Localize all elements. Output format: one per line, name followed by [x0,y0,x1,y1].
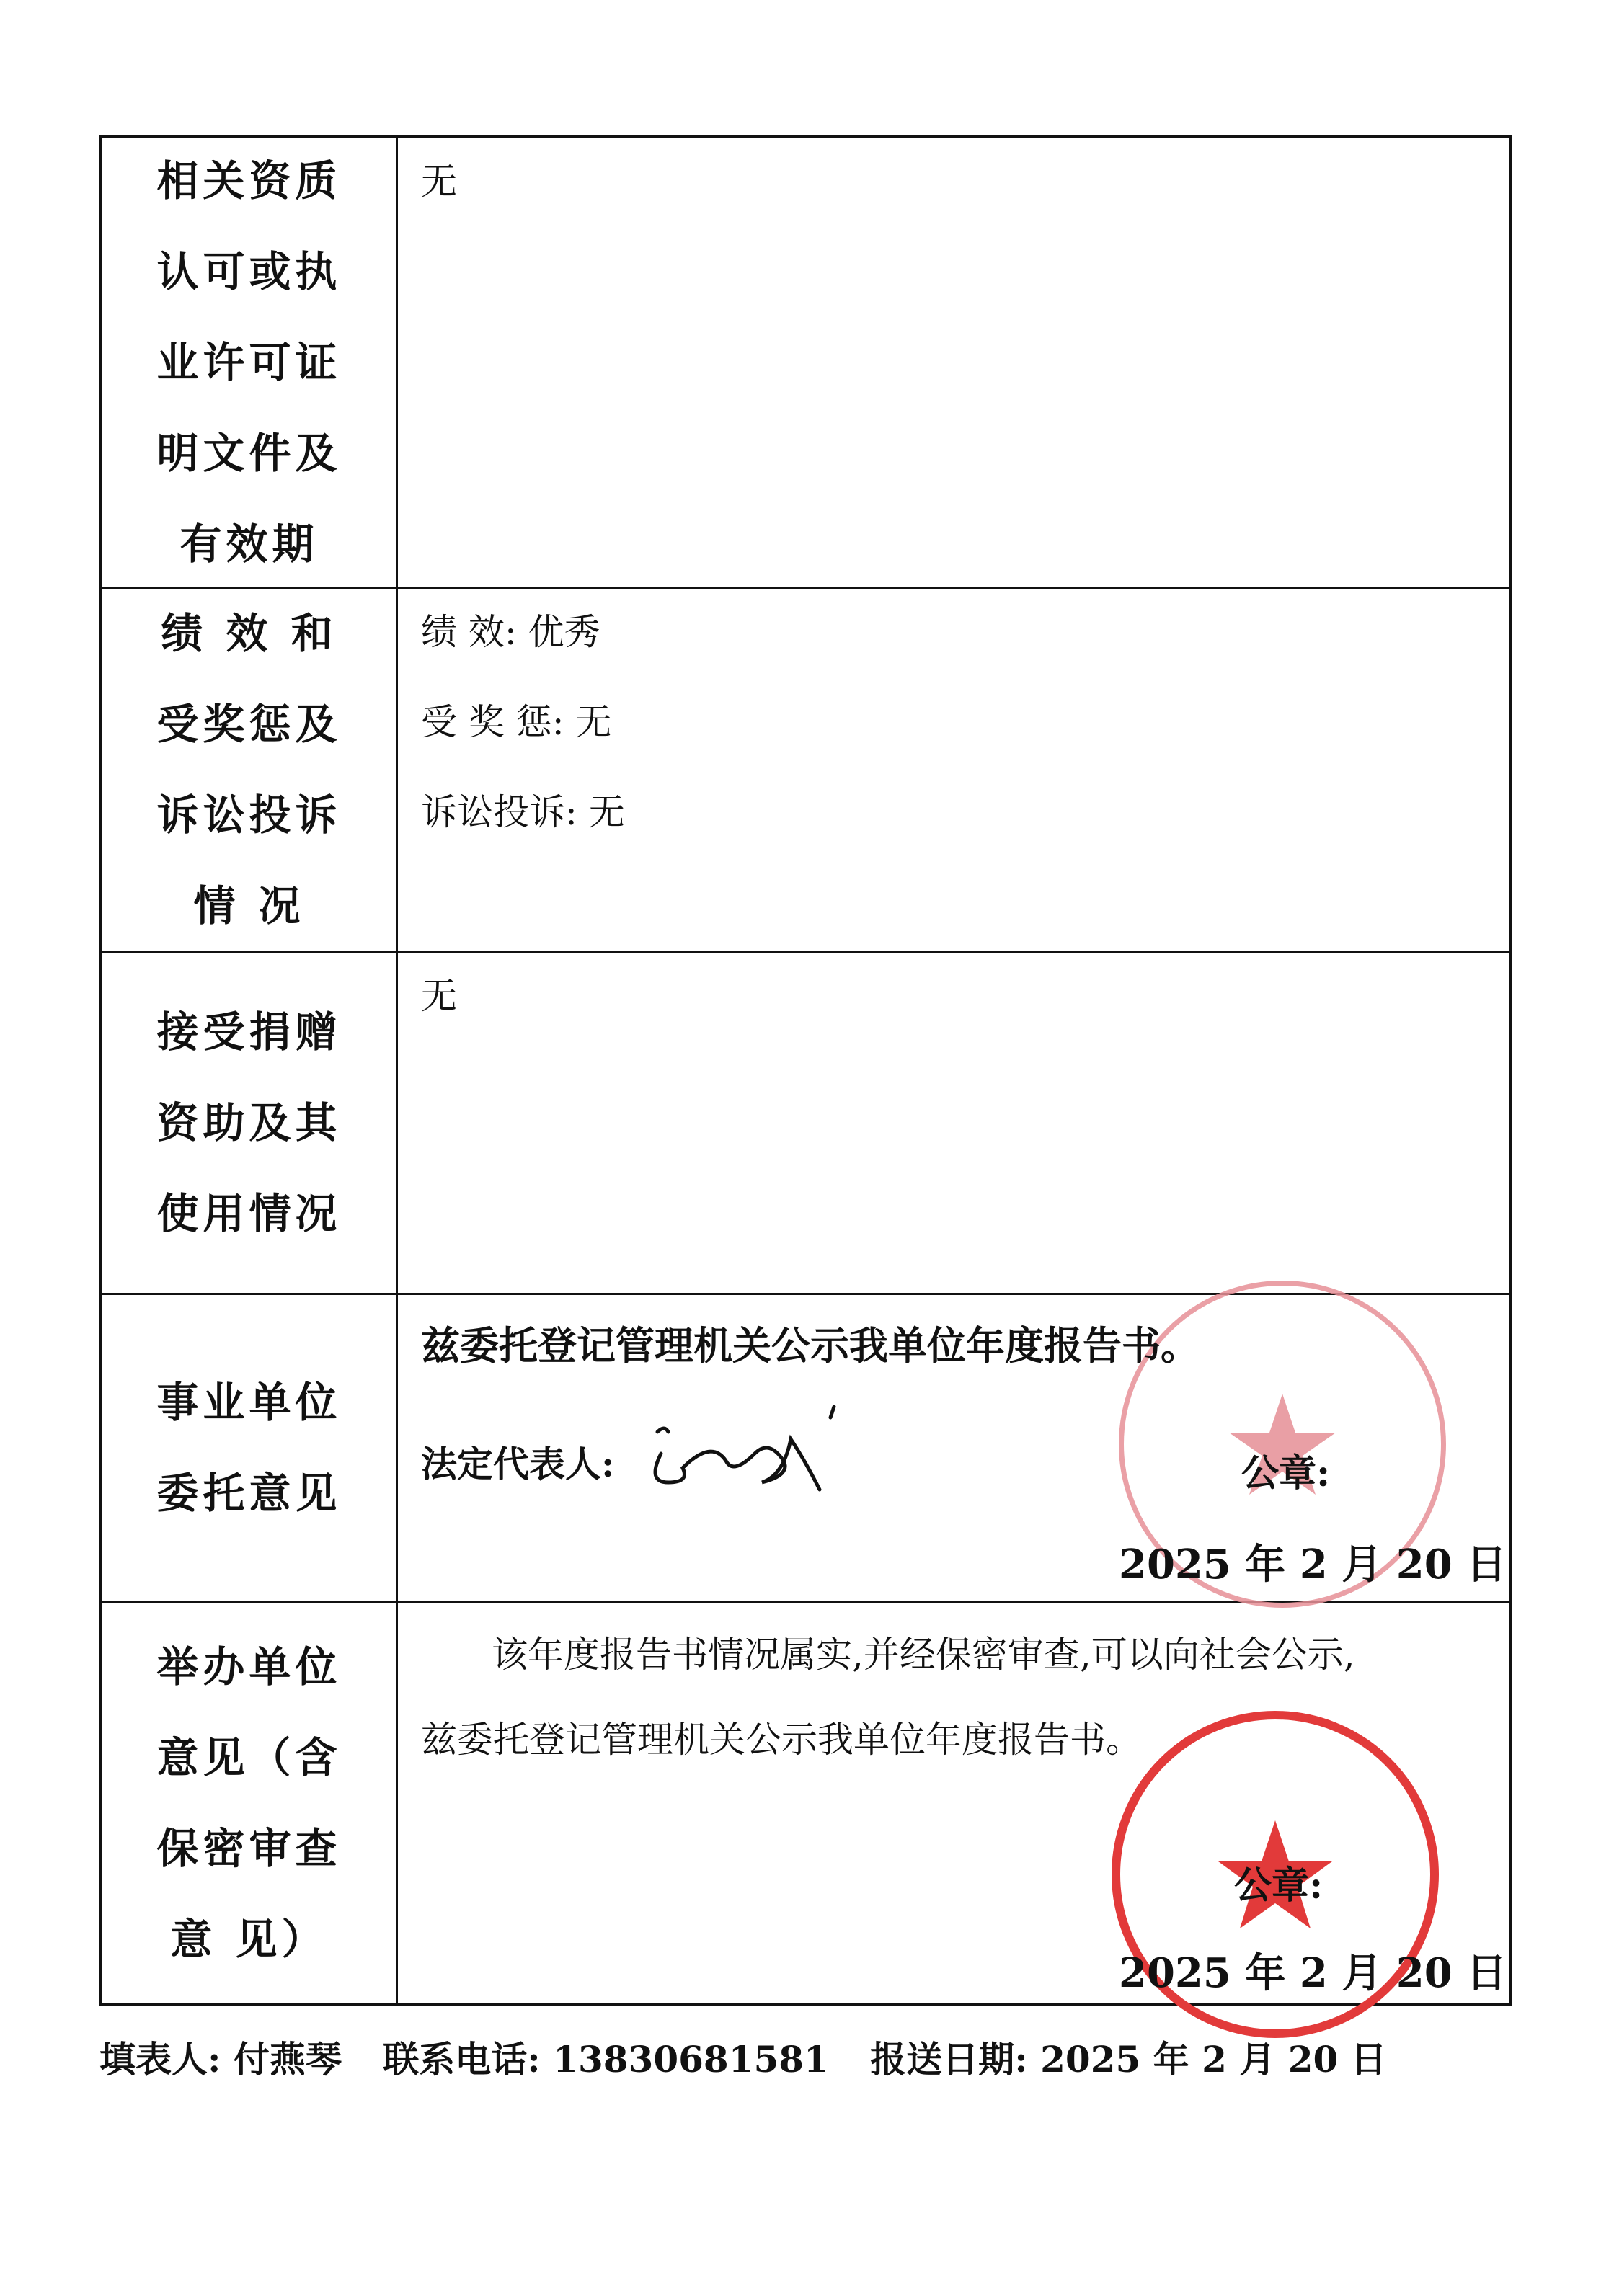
entrust-date: 2025 年 2 月 20 日 [1119,1541,1507,1588]
value-qualification: 无 [421,161,457,203]
label-sponsor: 举办单位 意见（含 保密审查 意 见） [102,1603,398,2003]
sponsor-content [398,1603,1509,2003]
label-performance: 绩 效 和 受奖惩及 诉讼投诉 情 况 [102,589,398,951]
row-entrust [102,1295,1509,1603]
filler: 填表人: 付燕琴 [99,2038,342,2081]
label-donations: 接受捐赠 资助及其 使用情况 [102,953,398,1293]
submit-date: 报送日期: 2025 年 2 月 20 日 [870,2038,1387,2081]
litigation-text: 诉讼投诉: 无 [421,791,625,833]
sponsor-seal-label: 公章: [1234,1864,1323,1908]
performance-text: 绩 效: 优秀 [421,611,600,653]
entrust-seal-label: 公章: [1241,1451,1331,1495]
value-donations: 无 [421,975,457,1017]
awards-text: 受 奖 惩: 无 [421,701,612,743]
entrust-content [398,1295,1509,1601]
row-sponsor [102,1603,1509,2003]
entrust-statement: 兹委托登记管理机关公示我单位年度报告书。 [421,1322,1200,1369]
report-table [99,135,1512,2006]
sponsor-line2: 兹委托登记管理机关公示我单位年度报告书。 [421,1719,1142,1761]
row-performance [102,589,1509,953]
sponsor-date: 2025 年 2 月 20 日 [1119,1949,1507,1997]
sponsor-line1: 该年度报告书情况属实,并经保密审查,可以向社会公示, [492,1634,1355,1676]
row-qualification [102,138,1509,589]
label-qualification: 相关资质 认可或执 业许可证 明文件及 有效期 [102,138,398,587]
footer [99,2031,1416,2083]
signature-icon [643,1403,881,1504]
legal-rep-label: 法定代表人: [421,1443,615,1485]
label-entrust: 事业单位 委托意见 [102,1295,398,1601]
row-donations [102,953,1509,1295]
phone: 联系电话: 13830681581 [383,2038,829,2081]
value-performance [398,589,1509,951]
